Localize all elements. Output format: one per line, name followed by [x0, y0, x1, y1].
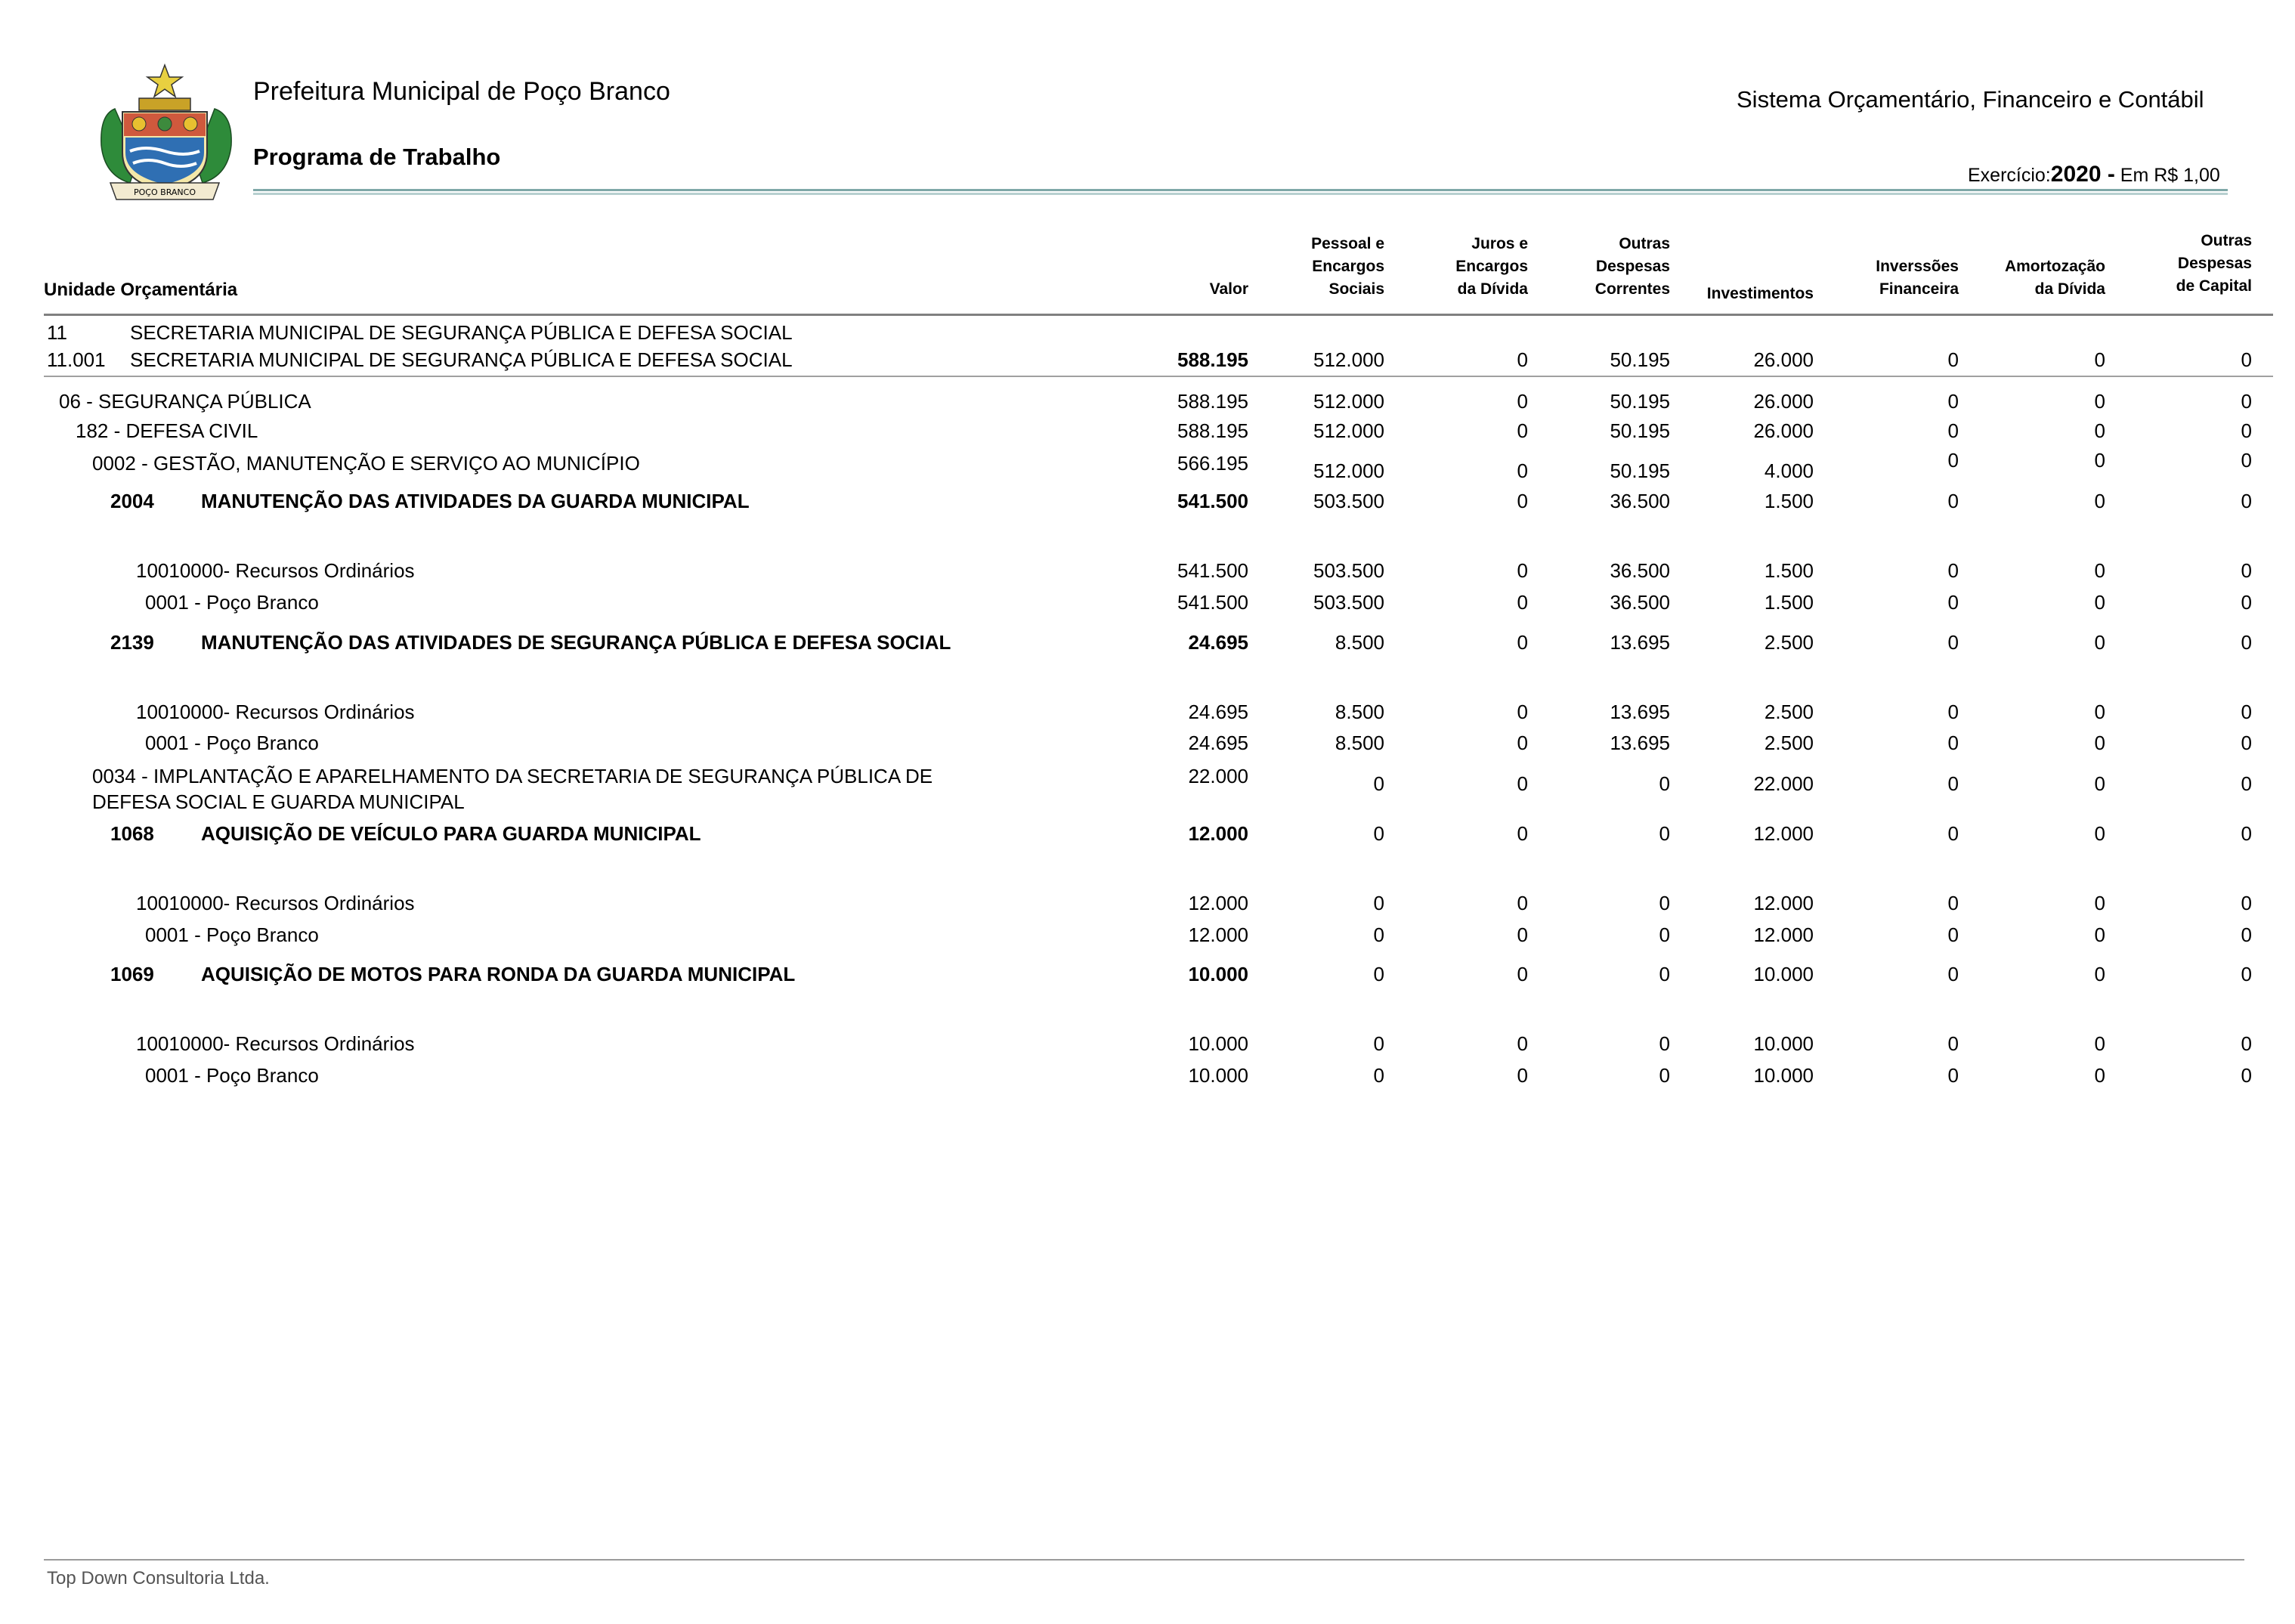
- cell-pessoal: 503.500: [1313, 490, 1384, 512]
- cell-juros: 0: [1517, 963, 1528, 985]
- cell-valor: 24.695: [1188, 631, 1248, 654]
- row-label: AQUISIÇÃO DE VEÍCULO PARA GUARDA MUNICIPAL: [201, 822, 701, 845]
- cell-investimentos: 10.000: [1753, 963, 1814, 985]
- cell-valor: 588.195: [1177, 419, 1248, 442]
- cell-outras-correntes: 0: [1659, 923, 1670, 946]
- row-label: 06 - SEGURANÇA PÚBLICA: [59, 390, 311, 413]
- cell-inversoes: 0: [1947, 419, 1959, 442]
- cell-juros: 0: [1517, 348, 1528, 371]
- cell-juros: 0: [1517, 419, 1528, 442]
- cell-amortizacao: 0: [2094, 772, 2105, 795]
- table-top-rule: [44, 314, 2273, 316]
- row-label: 0001 - Poço Branco: [145, 591, 319, 614]
- cell-outras-capital: 0: [2241, 390, 2252, 413]
- cell-juros: 0: [1517, 772, 1528, 795]
- cell-juros: 0: [1517, 591, 1528, 614]
- cell-pessoal: 512.000: [1313, 348, 1384, 371]
- row-label: 182 - DEFESA CIVIL: [76, 419, 258, 442]
- header-divider: [253, 189, 2228, 195]
- row-label: MANUTENÇÃO DAS ATIVIDADES DA GUARDA MUNICIPAL: [201, 490, 750, 512]
- row-code: 1068: [110, 822, 154, 845]
- row-label: 0034 - IMPLANTAÇÃO E APARELHAMENTO DA SECRETARIA DE SEGURANÇA PÚBLICA DE: [92, 765, 933, 787]
- cell-inversoes: 0: [1947, 963, 1959, 985]
- row-label: 0001 - Poço Branco: [145, 1064, 319, 1087]
- cell-valor: 10.000: [1188, 1032, 1248, 1055]
- cell-amortizacao: 0: [2094, 892, 2105, 914]
- cell-amortizacao: 0: [2094, 822, 2105, 845]
- exercicio-year: 2020 -: [2050, 162, 2115, 187]
- svg-text:POÇO BRANCO: POÇO BRANCO: [134, 187, 196, 197]
- cell-pessoal: 512.000: [1313, 390, 1384, 413]
- row-label: 10010000- Recursos Ordinários: [136, 1032, 415, 1055]
- cell-outras-correntes: 50.195: [1610, 419, 1670, 442]
- cell-outras-capital: 0: [2241, 1064, 2252, 1087]
- cell-amortizacao: 0: [2094, 490, 2105, 512]
- col-outras-correntes: Outras Despesas Correntes: [1594, 235, 1670, 298]
- cell-outras-correntes: 0: [1659, 772, 1670, 795]
- row-label: 0001 - Poço Branco: [145, 732, 319, 754]
- cell-inversoes: 0: [1947, 772, 1959, 795]
- municipal-crest-logo: [85, 62, 251, 206]
- col-juros: Juros e Encargos da Dívida: [1455, 235, 1528, 298]
- cell-outras-correntes: 50.195: [1610, 390, 1670, 413]
- cell-outras-correntes: 0: [1659, 1064, 1670, 1087]
- cell-pessoal: 0: [1373, 822, 1384, 845]
- cell-juros: 0: [1517, 701, 1528, 723]
- col-outras-capital: Outras Despesas de Capital: [2176, 232, 2252, 295]
- cell-inversoes: 0: [1947, 892, 1959, 914]
- cell-pessoal: 512.000: [1313, 459, 1384, 482]
- col-pessoal: Pessoal e Encargos Sociais: [1311, 235, 1384, 298]
- cell-valor: 588.195: [1177, 348, 1248, 371]
- cell-valor: 12.000: [1188, 892, 1248, 914]
- cell-inversoes: 0: [1947, 449, 1959, 472]
- cell-investimentos: 26.000: [1753, 348, 1814, 371]
- cell-inversoes: 0: [1947, 559, 1959, 582]
- cell-inversoes: 0: [1947, 822, 1959, 845]
- row-label: 10010000- Recursos Ordinários: [136, 701, 415, 723]
- cell-outras-correntes: 50.195: [1610, 348, 1670, 371]
- cell-investimentos: 1.500: [1764, 559, 1814, 582]
- cell-investimentos: 1.500: [1764, 591, 1814, 614]
- cell-outras-capital: 0: [2241, 701, 2252, 723]
- cell-pessoal: 0: [1373, 1032, 1384, 1055]
- cell-outras-capital: 0: [2241, 772, 2252, 795]
- cell-valor: 10.000: [1188, 1064, 1248, 1087]
- cell-outras-capital: 0: [2241, 732, 2252, 754]
- cell-juros: 0: [1517, 490, 1528, 512]
- cell-inversoes: 0: [1947, 1032, 1959, 1055]
- cell-outras-capital: 0: [2241, 822, 2252, 845]
- org-title: Prefeitura Municipal de Poço Branco: [253, 77, 670, 106]
- cell-investimentos: 2.500: [1764, 701, 1814, 723]
- cell-outras-correntes: 36.500: [1610, 490, 1670, 512]
- cell-outras-correntes: 13.695: [1610, 631, 1670, 654]
- cell-pessoal: 503.500: [1313, 591, 1384, 614]
- cell-inversoes: 0: [1947, 1064, 1959, 1087]
- cell-outras-capital: 0: [2241, 449, 2252, 472]
- cell-pessoal: 503.500: [1313, 559, 1384, 582]
- cell-juros: 0: [1517, 1064, 1528, 1087]
- footer-company: Top Down Consultoria Ltda.: [47, 1568, 270, 1588]
- row-code: 1069: [110, 963, 154, 985]
- row-label: AQUISIÇÃO DE MOTOS PARA RONDA DA GUARDA MUNICIPAL: [201, 963, 796, 985]
- cell-valor: 541.500: [1177, 559, 1248, 582]
- cell-valor: 588.195: [1177, 390, 1248, 413]
- cell-outras-correntes: 0: [1659, 1032, 1670, 1055]
- cell-amortizacao: 0: [2094, 1032, 2105, 1055]
- cell-inversoes: 0: [1947, 591, 1959, 614]
- cell-valor: 22.000: [1188, 765, 1248, 787]
- row-code: 11.001: [47, 348, 106, 371]
- row-code: 2139: [110, 631, 154, 654]
- cell-juros: 0: [1517, 822, 1528, 845]
- cell-juros: 0: [1517, 732, 1528, 754]
- cell-pessoal: 0: [1373, 963, 1384, 985]
- cell-valor: 541.500: [1177, 591, 1248, 614]
- cell-pessoal: 8.500: [1335, 732, 1384, 754]
- cell-outras-capital: 0: [2241, 1032, 2252, 1055]
- unit-divider-rule: [44, 376, 2273, 377]
- cell-amortizacao: 0: [2094, 1064, 2105, 1087]
- cell-investimentos: 12.000: [1753, 892, 1814, 914]
- cell-juros: 0: [1517, 892, 1528, 914]
- cell-outras-capital: 0: [2241, 631, 2252, 654]
- cell-investimentos: 12.000: [1753, 822, 1814, 845]
- cell-valor: 24.695: [1188, 701, 1248, 723]
- cell-inversoes: 0: [1947, 390, 1959, 413]
- row-label: 0002 - GESTÃO, MANUTENÇÃO E SERVIÇO AO MUNICÍPIO: [92, 452, 640, 475]
- cell-amortizacao: 0: [2094, 559, 2105, 582]
- cell-pessoal: 0: [1373, 923, 1384, 946]
- cell-pessoal: 512.000: [1313, 419, 1384, 442]
- col-valor: Valor: [1209, 280, 1248, 298]
- cell-amortizacao: 0: [2094, 631, 2105, 654]
- cell-amortizacao: 0: [2094, 591, 2105, 614]
- cell-amortizacao: 0: [2094, 419, 2105, 442]
- cell-investimentos: 26.000: [1753, 390, 1814, 413]
- cell-pessoal: 8.500: [1335, 631, 1384, 654]
- cell-outras-correntes: 0: [1659, 822, 1670, 845]
- cell-valor: 541.500: [1177, 490, 1248, 512]
- col-investimentos: Investimentos: [1706, 285, 1814, 302]
- cell-investimentos: 1.500: [1764, 490, 1814, 512]
- cell-outras-capital: 0: [2241, 963, 2252, 985]
- cell-pessoal: 0: [1373, 1064, 1384, 1087]
- cell-outras-capital: 0: [2241, 892, 2252, 914]
- row-label: 0001 - Poço Branco: [145, 923, 319, 946]
- cell-investimentos: 26.000: [1753, 419, 1814, 442]
- cell-amortizacao: 0: [2094, 732, 2105, 754]
- cell-juros: 0: [1517, 459, 1528, 482]
- row-label: 10010000- Recursos Ordinários: [136, 892, 415, 914]
- cell-investimentos: 22.000: [1753, 772, 1814, 795]
- cell-valor: 566.195: [1177, 452, 1248, 475]
- cell-inversoes: 0: [1947, 490, 1959, 512]
- cell-outras-correntes: 36.500: [1610, 591, 1670, 614]
- row-label: SECRETARIA MUNICIPAL DE SEGURANÇA PÚBLICA E DEFESA SOCIAL: [130, 348, 793, 371]
- cell-juros: 0: [1517, 559, 1528, 582]
- cell-outras-capital: 0: [2241, 923, 2252, 946]
- cell-juros: 0: [1517, 1032, 1528, 1055]
- cell-amortizacao: 0: [2094, 963, 2105, 985]
- cell-inversoes: 0: [1947, 701, 1959, 723]
- cell-inversoes: 0: [1947, 348, 1959, 371]
- cell-outras-capital: 0: [2241, 419, 2252, 442]
- cell-outras-correntes: 13.695: [1610, 701, 1670, 723]
- cell-pessoal: 8.500: [1335, 701, 1384, 723]
- cell-valor: 12.000: [1188, 822, 1248, 845]
- cell-valor: 24.695: [1188, 732, 1248, 754]
- report-subtitle: Programa de Trabalho: [253, 144, 501, 170]
- row-code: 11: [47, 321, 67, 344]
- cell-outras-capital: 0: [2241, 490, 2252, 512]
- col-inversoes: Inverssões Financeira: [1876, 258, 1959, 298]
- cell-pessoal: 0: [1373, 892, 1384, 914]
- cell-investimentos: 10.000: [1753, 1032, 1814, 1055]
- row-code: 2004: [110, 490, 154, 512]
- cell-amortizacao: 0: [2094, 923, 2105, 946]
- cell-valor: 12.000: [1188, 923, 1248, 946]
- cell-outras-correntes: 0: [1659, 892, 1670, 914]
- cell-pessoal: 0: [1373, 772, 1384, 795]
- cell-investimentos: 10.000: [1753, 1064, 1814, 1087]
- cell-investimentos: 2.500: [1764, 732, 1814, 754]
- footer-rule: [44, 1559, 2244, 1561]
- cell-outras-capital: 0: [2241, 559, 2252, 582]
- cell-inversoes: 0: [1947, 631, 1959, 654]
- cell-outras-correntes: 50.195: [1610, 459, 1670, 482]
- col-unidade: Unidade Orçamentária: [44, 280, 238, 300]
- row-label: MANUTENÇÃO DAS ATIVIDADES DE SEGURANÇA PÚBLICA E DEFESA SOCIAL: [201, 631, 951, 654]
- cell-juros: 0: [1517, 923, 1528, 946]
- cell-outras-capital: 0: [2241, 348, 2252, 371]
- cell-outras-correntes: 13.695: [1610, 732, 1670, 754]
- cell-amortizacao: 0: [2094, 449, 2105, 472]
- cell-investimentos: 4.000: [1764, 459, 1814, 482]
- cell-valor: 10.000: [1188, 963, 1248, 985]
- cell-amortizacao: 0: [2094, 390, 2105, 413]
- row-label: SECRETARIA MUNICIPAL DE SEGURANÇA PÚBLICA E DEFESA SOCIAL: [130, 321, 793, 344]
- col-amortizacao: Amortozação da Dívida: [2004, 258, 2105, 298]
- cell-investimentos: 2.500: [1764, 631, 1814, 654]
- row-label: 10010000- Recursos Ordinários: [136, 559, 415, 582]
- row-label-continued: DEFESA SOCIAL E GUARDA MUNICIPAL: [92, 790, 465, 813]
- system-name: Sistema Orçamentário, Financeiro e Contábil: [1737, 86, 2204, 113]
- cell-outras-correntes: 36.500: [1610, 559, 1670, 582]
- cell-investimentos: 12.000: [1753, 923, 1814, 946]
- cell-outras-correntes: 0: [1659, 963, 1670, 985]
- cell-inversoes: 0: [1947, 732, 1959, 754]
- cell-inversoes: 0: [1947, 923, 1959, 946]
- cell-amortizacao: 0: [2094, 348, 2105, 371]
- cell-outras-capital: 0: [2241, 591, 2252, 614]
- cell-juros: 0: [1517, 390, 1528, 413]
- cell-juros: 0: [1517, 631, 1528, 654]
- exercicio-line: Exercício:2020 - Em R$ 1,00: [1968, 162, 2220, 187]
- cell-amortizacao: 0: [2094, 701, 2105, 723]
